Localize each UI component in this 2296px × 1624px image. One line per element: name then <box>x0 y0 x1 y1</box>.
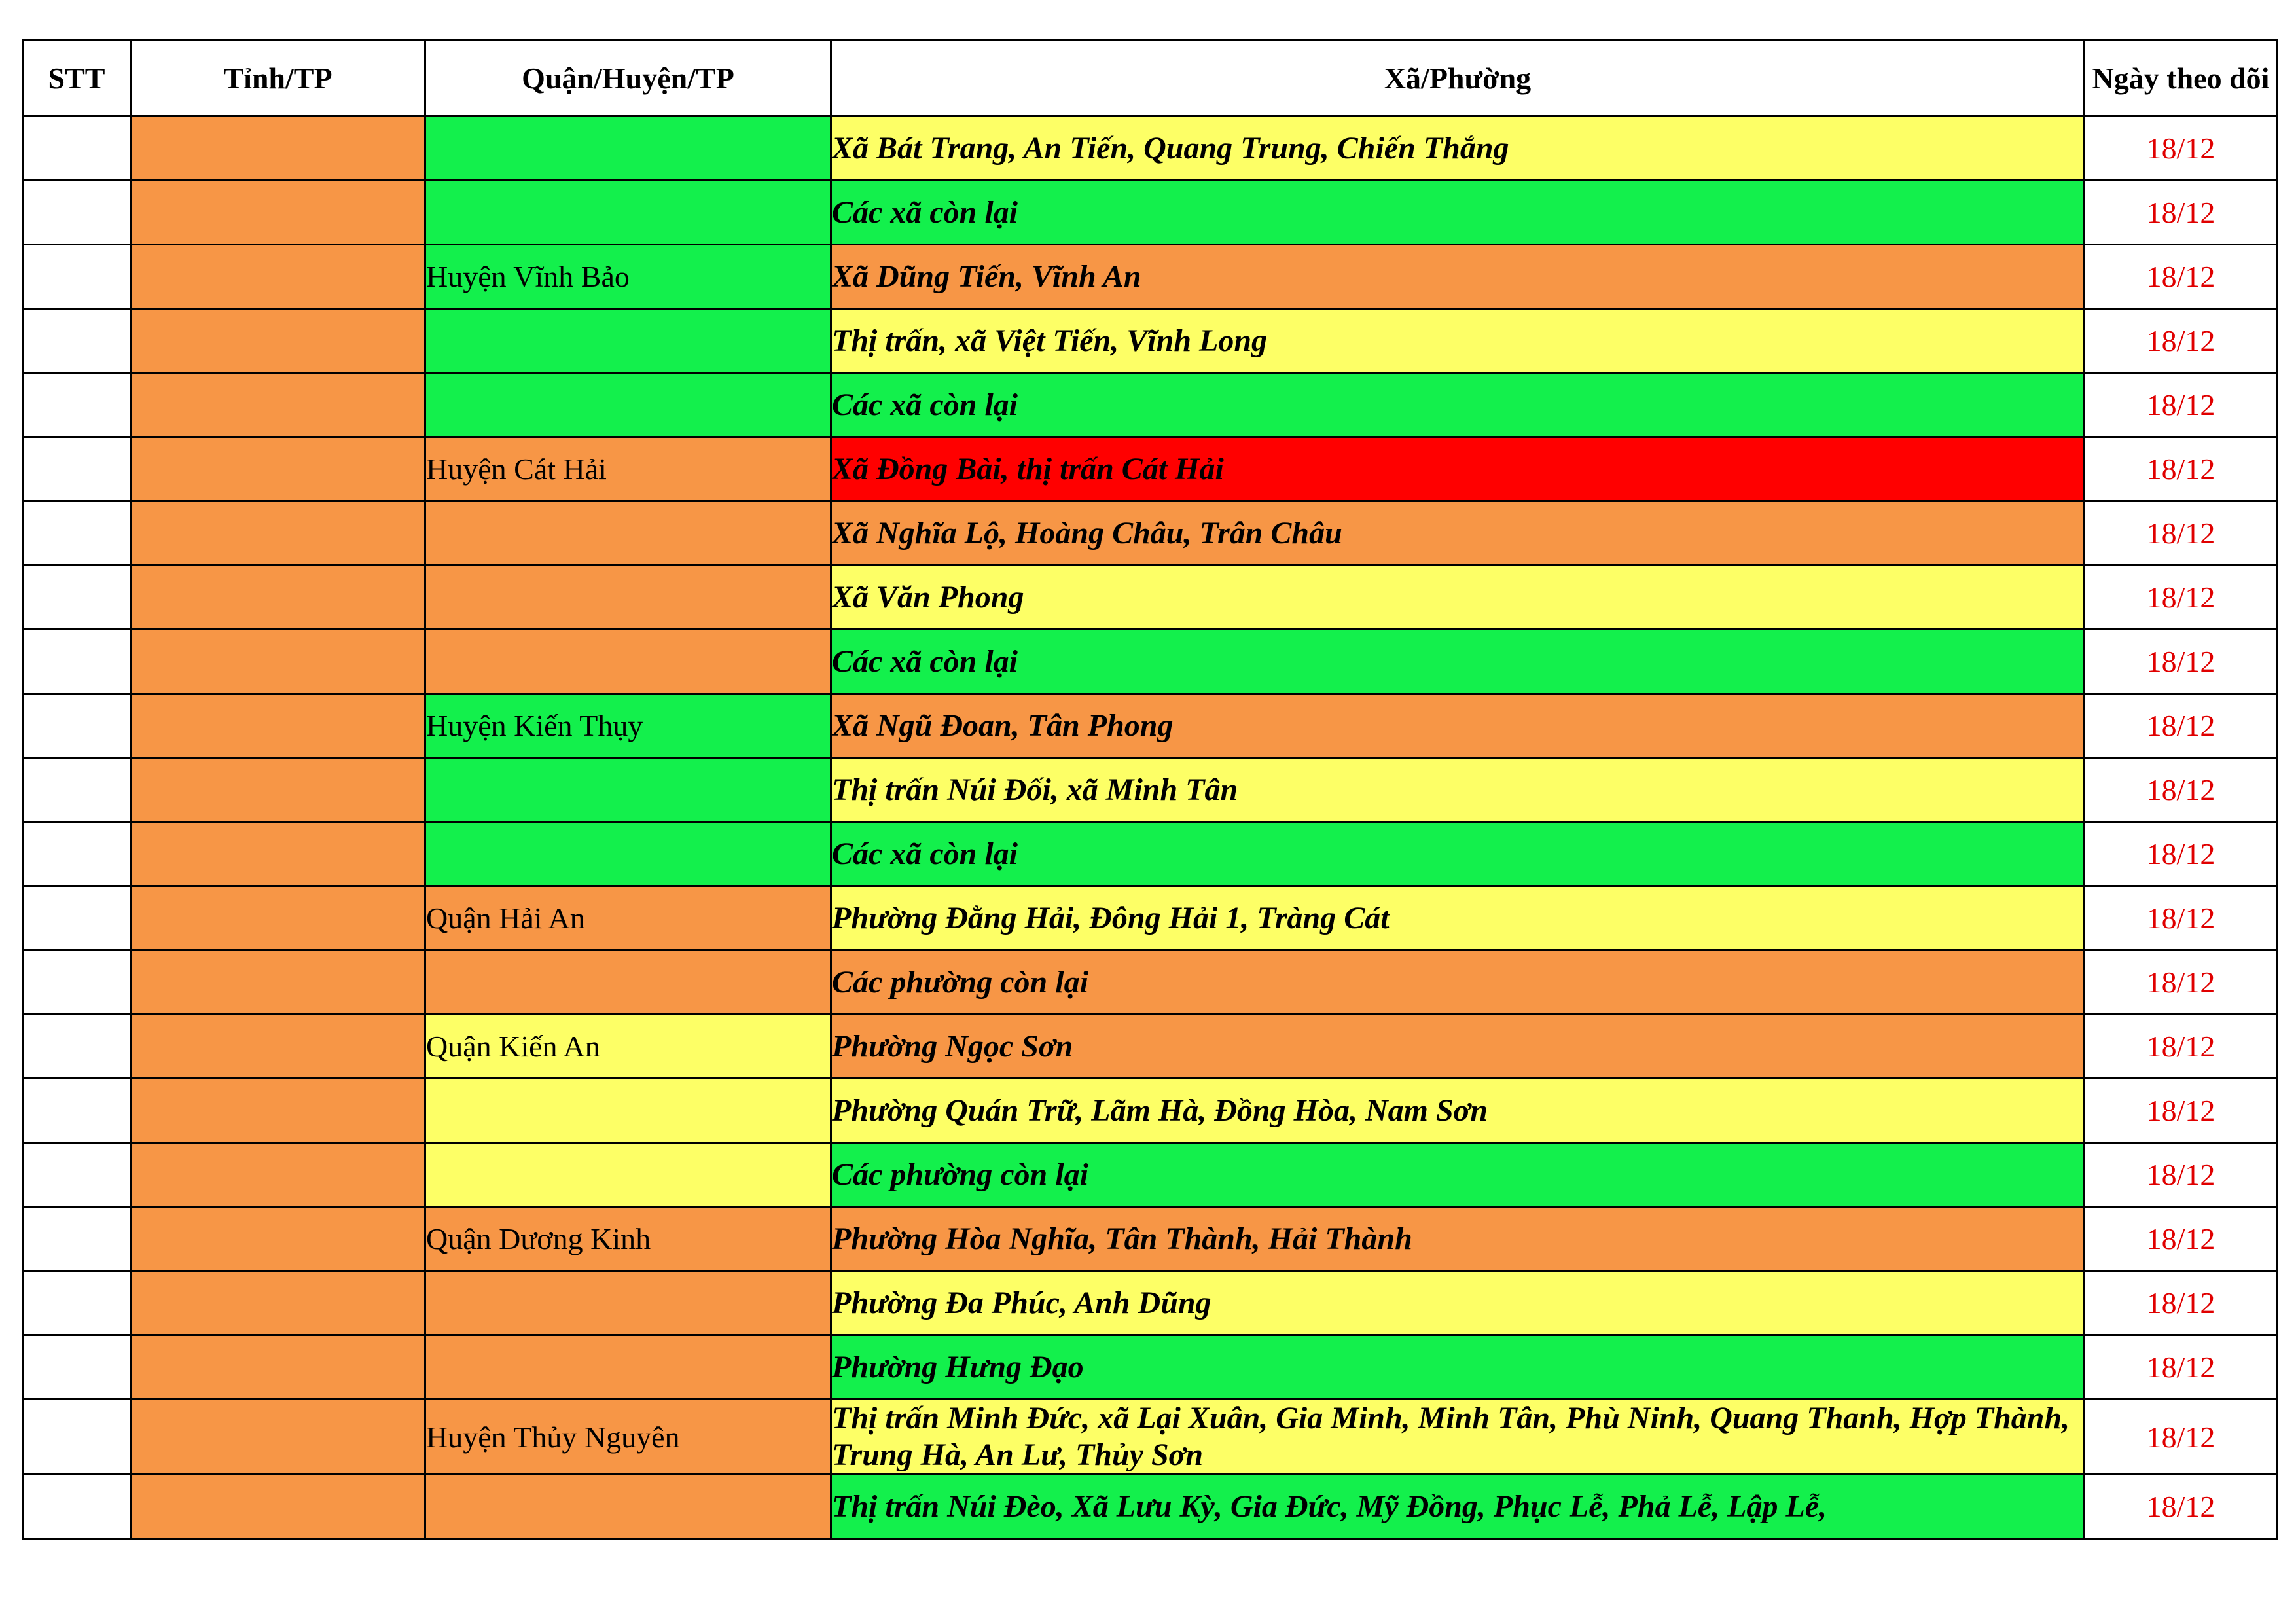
stt-cell <box>23 886 131 950</box>
table-row <box>23 309 2278 373</box>
table-row <box>23 886 2278 950</box>
district-cell: Quận Dương Kinh <box>425 1207 831 1271</box>
province-cell <box>131 566 425 630</box>
table-row <box>23 181 2278 245</box>
ward-cell: Phường Ngọc Sơn <box>831 1015 2085 1079</box>
district-cell <box>425 566 831 630</box>
stt-cell <box>23 694 131 758</box>
date-cell: 18/12 <box>2085 501 2278 566</box>
table-row <box>23 1271 2278 1335</box>
province-cell <box>131 758 425 822</box>
date-cell: 18/12 <box>2085 1143 2278 1207</box>
district-cell: Quận Kiến An <box>425 1015 831 1079</box>
ward-cell: Các xã còn lại <box>831 181 2085 245</box>
province-cell <box>131 181 425 245</box>
province-cell <box>131 501 425 566</box>
district-cell <box>425 630 831 694</box>
stt-cell <box>23 245 131 309</box>
table-row <box>23 630 2278 694</box>
district-cell <box>425 117 831 181</box>
stt-cell <box>23 117 131 181</box>
district-cell: Huyện Vĩnh Bảo <box>425 245 831 309</box>
ward-cell: Phường Đa Phúc, Anh Dũng <box>831 1271 2085 1335</box>
table-row <box>23 1079 2278 1143</box>
table-body <box>23 117 2278 1539</box>
date-cell: 18/12 <box>2085 245 2278 309</box>
table-row <box>23 1207 2278 1271</box>
ward-cell: Các xã còn lại <box>831 630 2085 694</box>
ward-cell: Các phường còn lại <box>831 1143 2085 1207</box>
province-cell <box>131 1079 425 1143</box>
district-cell <box>425 501 831 566</box>
table-row <box>23 1143 2278 1207</box>
date-cell: 18/12 <box>2085 181 2278 245</box>
stt-cell <box>23 758 131 822</box>
header-stt: STT <box>23 41 131 117</box>
province-cell <box>131 822 425 886</box>
province-cell <box>131 1399 425 1475</box>
province-cell <box>131 117 425 181</box>
district-cell <box>425 1271 831 1335</box>
ward-cell: Các xã còn lại <box>831 822 2085 886</box>
district-cell <box>425 309 831 373</box>
province-cell <box>131 630 425 694</box>
stt-cell <box>23 1399 131 1475</box>
ward-cell: Xã Bát Trang, An Tiến, Quang Trung, Chiến Thắng <box>831 117 2085 181</box>
ward-cell: Thị trấn Núi Đối, xã Minh Tân <box>831 758 2085 822</box>
table-row <box>23 950 2278 1015</box>
date-cell: 18/12 <box>2085 437 2278 501</box>
stt-cell <box>23 181 131 245</box>
stt-cell <box>23 1271 131 1335</box>
ward-cell: Phường Hưng Đạo <box>831 1335 2085 1399</box>
stt-cell <box>23 1475 131 1539</box>
stt-cell <box>23 950 131 1015</box>
date-cell: 18/12 <box>2085 1207 2278 1271</box>
district-cell: Huyện Cát Hải <box>425 437 831 501</box>
province-cell <box>131 1271 425 1335</box>
table-row <box>23 694 2278 758</box>
province-cell <box>131 950 425 1015</box>
province-cell <box>131 1475 425 1539</box>
province-cell <box>131 309 425 373</box>
province-cell <box>131 245 425 309</box>
district-cell <box>425 950 831 1015</box>
header-province: Tỉnh/TP <box>131 41 425 117</box>
district-cell <box>425 822 831 886</box>
ward-cell: Xã Văn Phong <box>831 566 2085 630</box>
ward-cell: Phường Đằng Hải, Đông Hải 1, Tràng Cát <box>831 886 2085 950</box>
date-cell: 18/12 <box>2085 1335 2278 1399</box>
stt-cell <box>23 822 131 886</box>
province-cell <box>131 1207 425 1271</box>
stt-cell <box>23 1079 131 1143</box>
date-cell: 18/12 <box>2085 1079 2278 1143</box>
date-cell: 18/12 <box>2085 309 2278 373</box>
ward-cell: Thị trấn Minh Đức, xã Lại Xuân, Gia Minh, Minh Tân, Phù Ninh, Quang Thanh, Hợp Thành, Trung Hà, An Lư, Thủy Sơn <box>831 1399 2085 1475</box>
date-cell: 18/12 <box>2085 566 2278 630</box>
stt-cell <box>23 566 131 630</box>
header-row <box>23 41 2278 117</box>
district-cell <box>425 1143 831 1207</box>
date-cell: 18/12 <box>2085 1399 2278 1475</box>
table-row <box>23 822 2278 886</box>
stt-cell <box>23 437 131 501</box>
district-cell: Huyện Thủy Nguyên <box>425 1399 831 1475</box>
date-cell: 18/12 <box>2085 950 2278 1015</box>
district-cell <box>425 373 831 437</box>
province-cell <box>131 1335 425 1399</box>
ward-cell: Xã Ngũ Đoan, Tân Phong <box>831 694 2085 758</box>
stt-cell <box>23 1015 131 1079</box>
header-date: Ngày theo dõi <box>2085 41 2278 117</box>
table-row <box>23 1335 2278 1399</box>
province-cell <box>131 886 425 950</box>
date-cell: 18/12 <box>2085 694 2278 758</box>
ward-cell: Xã Nghĩa Lộ, Hoàng Châu, Trân Châu <box>831 501 2085 566</box>
province-cell <box>131 1143 425 1207</box>
date-cell: 18/12 <box>2085 117 2278 181</box>
table-row <box>23 245 2278 309</box>
header-ward: Xã/Phường <box>831 41 2085 117</box>
date-cell: 18/12 <box>2085 630 2278 694</box>
stt-cell <box>23 630 131 694</box>
table-row <box>23 1475 2278 1539</box>
ward-cell: Thị trấn, xã Việt Tiến, Vĩnh Long <box>831 309 2085 373</box>
date-cell: 18/12 <box>2085 1475 2278 1539</box>
province-cell <box>131 373 425 437</box>
date-cell: 18/12 <box>2085 758 2278 822</box>
table-row <box>23 758 2278 822</box>
district-cell <box>425 181 831 245</box>
ward-cell: Các phường còn lại <box>831 950 2085 1015</box>
date-cell: 18/12 <box>2085 1271 2278 1335</box>
stt-cell <box>23 501 131 566</box>
stt-cell <box>23 1335 131 1399</box>
header-district: Quận/Huyện/TP <box>425 41 831 117</box>
ward-cell: Xã Dũng Tiến, Vĩnh An <box>831 245 2085 309</box>
date-cell: 18/12 <box>2085 373 2278 437</box>
ward-cell: Phường Hòa Nghĩa, Tân Thành, Hải Thành <box>831 1207 2085 1271</box>
district-cell <box>425 758 831 822</box>
table-row <box>23 373 2278 437</box>
stt-cell <box>23 309 131 373</box>
table-row <box>23 437 2278 501</box>
date-cell: 18/12 <box>2085 1015 2278 1079</box>
district-cell <box>425 1335 831 1399</box>
ward-cell: Xã Đồng Bài, thị trấn Cát Hải <box>831 437 2085 501</box>
table-row <box>23 117 2278 181</box>
ward-cell: Thị trấn Núi Đèo, Xã Lưu Kỳ, Gia Đức, Mỹ Đồng, Phục Lễ, Phả Lễ, Lập Lễ, <box>831 1475 2085 1539</box>
ward-cell: Các xã còn lại <box>831 373 2085 437</box>
district-cell <box>425 1475 831 1539</box>
province-cell <box>131 1015 425 1079</box>
district-cell: Huyện Kiến Thụy <box>425 694 831 758</box>
stt-cell <box>23 1143 131 1207</box>
table-row <box>23 501 2278 566</box>
zone-table <box>22 39 2278 1540</box>
district-cell <box>425 1079 831 1143</box>
stt-cell <box>23 373 131 437</box>
date-cell: 18/12 <box>2085 886 2278 950</box>
date-cell: 18/12 <box>2085 822 2278 886</box>
ward-cell: Phường Quán Trữ, Lãm Hà, Đồng Hòa, Nam Sơn <box>831 1079 2085 1143</box>
table-row <box>23 1015 2278 1079</box>
district-cell: Quận Hải An <box>425 886 831 950</box>
province-cell <box>131 694 425 758</box>
stt-cell <box>23 1207 131 1271</box>
province-cell <box>131 437 425 501</box>
table-row <box>23 1399 2278 1475</box>
table-row <box>23 566 2278 630</box>
